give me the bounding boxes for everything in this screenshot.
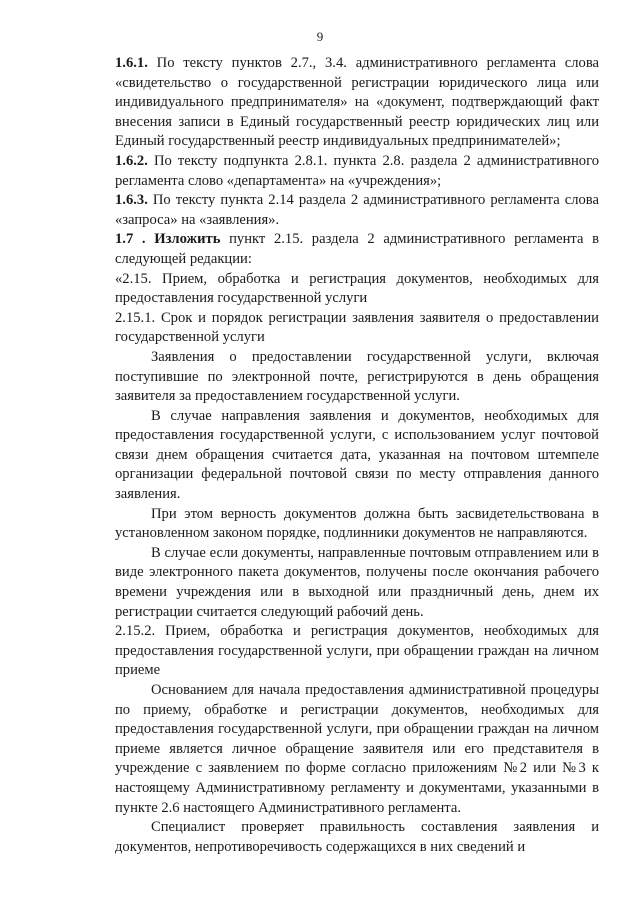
paragraph-1-6-1 [115,54,599,152]
clause-label: 1.6.2. [115,152,148,169]
clause-label: 1.7 . Изложить [115,231,221,248]
clause-text: По тексту пункта 2.14 раздела 2 административного регламента слова «запроса» на «заявления». [115,192,599,228]
clause-label: 1.6.1. [115,55,148,71]
section-2-15-heading: «2.15. Прием, обработка и регистрация документов, необходимых для предоставления государственной услуги [115,270,599,307]
section-2-15-2-heading: 2.15.2. Прием, обработка и регистрация документов, необходимых для предоставления государственной услуги, при обращении граждан на личном приеме [115,623,599,679]
body-paragraph: При этом верность документов должна быть засвидетельствована в установленном законом порядке, подлинники документов не направляются. [115,505,599,542]
clause-label: 1.6.3. [115,192,148,209]
body-paragraph: Заявления о предоставлении государственной услуги, включая поступившие по электронной почте, регистрируются в день обращения заявителя за предоставлением государственной услуги. [115,348,599,405]
clause-text: пункт 2.15. раздела 2 административного регламента в следующей редакции: [115,231,600,267]
paragraph-1-6-2 [115,152,599,191]
body-paragraph: Основанием для начала предоставления административной процедуры по приему, обработке и регистрации документов, необходимых для предоставления государственной услуги, при обращении граждан на личном приеме является личное обращение заявителя или его представителя в учреждение с заявлением по форме согласно приложениям №2 или №3 к настоящему Административному регламенту и документами, указанными в пункте 2.6 настоящего Административного регламента. [115,682,599,816]
section-2-15-1-heading: 2.15.1. Срок и порядок регистрации заявления заявителя о предоставлении государственной услуги [115,309,599,346]
page-number: 9 [316,29,324,44]
document-body [115,54,599,857]
body-paragraph: В случае если документы, направленные почтовым отправлением или в виде электронного пакета документов, получены после окончания рабочего времени учреждения или в выходной или праздничный день, днем их регистрации считается следующий рабочий день. [115,544,599,620]
clause-text: По тексту пунктов 2.7., 3.4. административного регламента слова «свидетельство о государственной регистрации юридического лица или индивидуального предпринимателя» на «документ, подтверждающий факт внесения записи в Единый государственный реестр юридических лиц или Единый государственный реестр индивидуальных предпринимателей»; [115,55,599,150]
body-paragraph: В случае направления заявления и документов, необходимых для предоставления государственной услуги, с использованием услуг почтовой связи днем обращения считается дата, указанная на почтовом штемпеле организации федеральной почтовой связи по месту отправления данного заявления. [115,407,599,503]
body-paragraph: Специалист проверяет правильность составления заявления и документов, непротиворечивость содержащихся в них сведений и [115,819,599,855]
clause-text: По тексту подпункта 2.8.1. пункта 2.8. раздела 2 административного регламента слово «департамента» на «учреждения»; [115,152,599,189]
paragraph-1-6-3 [115,191,599,230]
paragraph-1-7 [115,230,599,269]
